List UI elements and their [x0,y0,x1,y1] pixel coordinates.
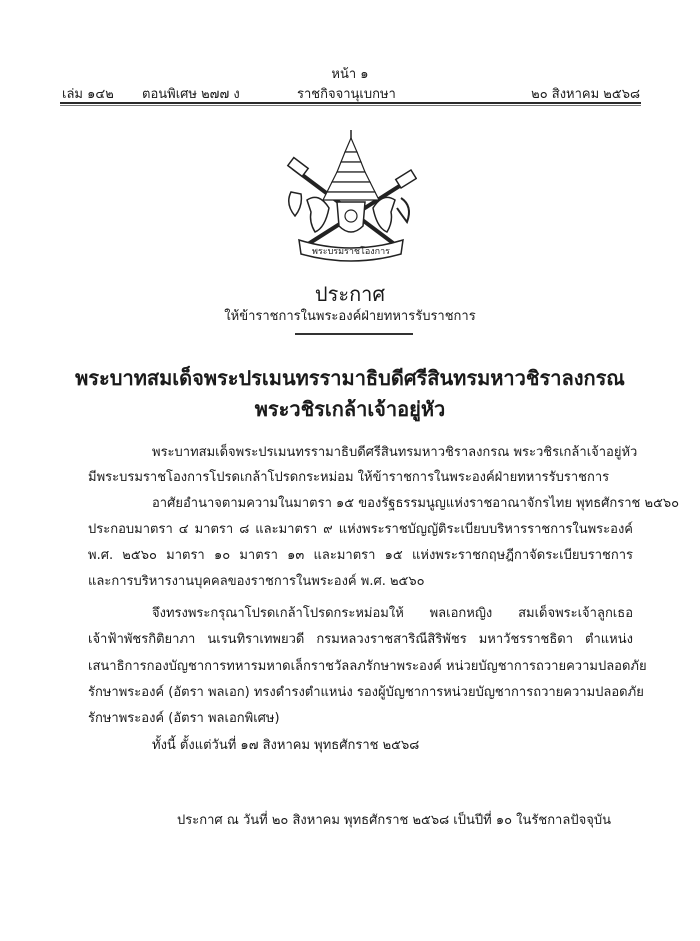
announcement-subtitle: ให้ข้าราชการในพระองค์ฝ่ายทหารรับราชการ [224,309,476,324]
given-date: ประกาศ ณ วันที่ ๒๐ สิงหาคม พุทธศักราช ๒๕๖๘ เป็นปีที่ ๑๐ ในรัชกาลปัจจุบัน [177,813,611,828]
body-line: จึงทรงพระกรุณาโปรดเกล้าโปรดกระหม่อมให้ พลเอกหญิง สมเด็จพระเจ้าลูกเธอ [152,606,633,621]
royal-emblem-icon [285,128,417,268]
section-number: ตอนพิเศษ ๒๗๗ ง [142,87,240,102]
header-rule-thin [60,105,641,106]
body-line: อาศัยอำนาจตามความในมาตรา ๑๕ ของรัฐธรรมนูญแห่งราชอาณาจักรไทย พุทธศักราช ๒๕๖๐ [152,496,680,511]
page-number: หน้า ๑ [331,67,369,82]
gazette-name: ราชกิจจานุเบกษา [297,87,396,102]
body-line: รักษาพระองค์ (อัตรา พลเอก) ทรงดำรงตำแหน่ง รองผู้บัญชาการหน่วยบัญชาการถวายความปลอดภัย [88,685,644,700]
king-name-line-1: พระบาทสมเด็จพระปรเมนทรรามาธิบดีศรีสินทรมหาวชิราลงกรณ [75,366,625,390]
announcement-title: ประกาศ [314,282,386,306]
gazette-date: ๒๐ สิงหาคม ๒๕๖๘ [531,87,640,102]
volume-number: เล่ม ๑๔๒ [62,87,114,102]
gazette-header [62,83,640,101]
title-divider [295,333,413,335]
body-line: เจ้าฟ้าพัชรกิติยาภา นเรนทิราเทพยวดี กรมหลวงราชสาริณีสิริพัชร มหาวัชรราชธิดา ตำแหน่ง [88,632,633,647]
body-line: พ.ศ. ๒๕๖๐ มาตรา ๑๐ มาตรา ๑๓ และมาตรา ๑๕ แห่งพระราชกฤษฎีกาจัดระเบียบราชการ [88,548,633,563]
body-line: เสนาธิการกองบัญชาการทหารมหาดเล็กราชวัลลภรักษาพระองค์ หน่วยบัญชาการถวายความปลอดภัย [88,659,647,674]
effective-date-line: ทั้งนี้ ตั้งแต่วันที่ ๑๗ สิงหาคม พุทธศักราช ๒๕๖๘ [152,738,420,753]
body-line: ประกอบมาตรา ๔ มาตรา ๘ และมาตรา ๙ แห่งพระราชบัญญัติระเบียบบริหารราชการในพระองค์ [88,522,633,537]
king-name-line-2: พระวชิรเกล้าเจ้าอยู่หัว [254,397,446,421]
body-line: มีพระบรมราชโองการโปรดเกล้าโปรดกระหม่อม ให้ข้าราชการในพระองค์ฝ่ายทหารรับราชการ [88,470,610,485]
svg-text:พระบรมราชโองการ: พระบรมราชโองการ [311,247,391,257]
body-line: และการบริหารงานบุคคลของราชการในพระองค์ พ.ศ. ๒๕๖๐ [88,574,425,589]
body-line: พระบาทสมเด็จพระปรเมนทรรามาธิบดีศรีสินทรมหาวชิราลงกรณ พระวชิรเกล้าเจ้าอยู่หัว [152,445,638,460]
header-rule [60,102,641,104]
body-line: รักษาพระองค์ (อัตรา พลเอกพิเศษ) [88,711,280,726]
